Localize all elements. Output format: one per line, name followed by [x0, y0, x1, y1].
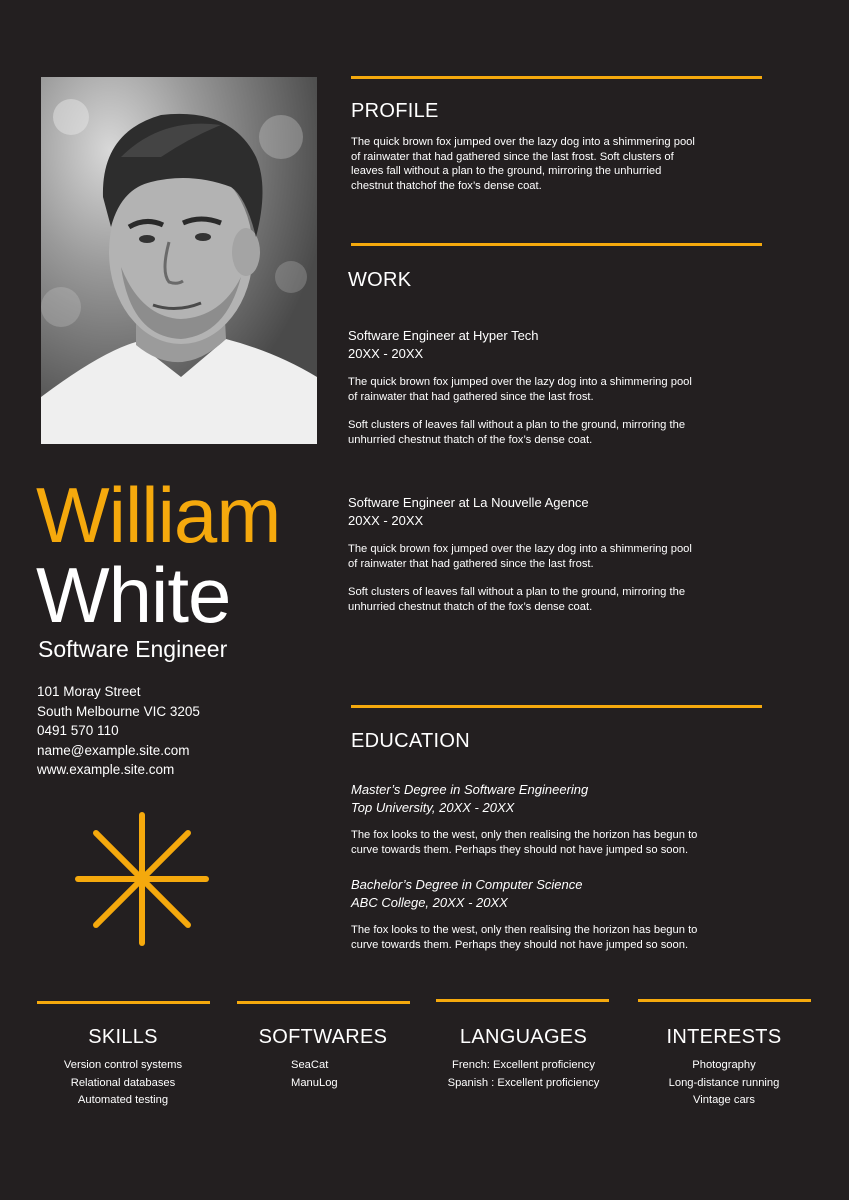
skill-item: Relational databases [70, 1076, 176, 1089]
job-desc-2a: The quick brown fox jumped over the lazy dog into a shimmering pool of rainwater that had gathered since the last frost. [348, 543, 692, 570]
softwares-section [237, 1026, 409, 1092]
degree-2: Bachelor’s Degree in Computer Science [351, 877, 583, 892]
languages-section [436, 1026, 611, 1092]
first-name: William [36, 471, 281, 559]
education-desc-2: The fox looks to the west, only then realising the horizon has begun to curve towards them. Perhaps they should not have jumped so soon. [351, 924, 698, 951]
degree-1: Master’s Degree in Software Engineering [351, 782, 589, 797]
email-link[interactable]: name@example.site.com [37, 742, 190, 758]
interest-item: Vintage cars [693, 1094, 755, 1106]
portrait-photo [41, 77, 317, 444]
interest-item: Long-distance running [668, 1076, 780, 1089]
skill-item: Automated testing [77, 1094, 169, 1106]
job-title-1: Software Engineer at Hyper Tech [348, 328, 539, 343]
language-item: Spanish : Excellent proficiency [447, 1076, 600, 1089]
software-item: ManuLog [291, 1076, 338, 1089]
language-item: French: Excellent proficiency [451, 1059, 595, 1071]
skills-heading: SKILLS [88, 1026, 158, 1048]
education-divider [351, 705, 762, 708]
school-1: Top University, 20XX - 20XX [351, 799, 515, 815]
education-item [351, 876, 697, 952]
address-line-2: South Melbourne VIC 3205 [37, 703, 200, 719]
job-desc-1a: The quick brown fox jumped over the lazy dog into a shimmering pool of rainwater that had gathered since the last frost. [348, 376, 692, 403]
education-heading: EDUCATION [351, 730, 470, 752]
job-dates-2: 20XX - 20XX [348, 512, 424, 528]
skills-section [37, 1026, 209, 1110]
software-item: SeaCat [291, 1059, 329, 1071]
interests-heading: INTERESTS [666, 1026, 782, 1048]
work-item [348, 327, 692, 447]
education-item [351, 781, 697, 857]
phone: 0491 570 110 [37, 723, 119, 739]
work-item [348, 494, 692, 614]
job-dates-1: 20XX - 20XX [348, 345, 424, 361]
job-desc-1b: Soft clusters of leaves fall without a plan to the ground, mirroring the unhurried chestnut thatch of the fox’s dense coat. [348, 419, 686, 446]
job-title-2: Software Engineer at La Nouvelle Agence [348, 495, 589, 510]
profile-heading: PROFILE [351, 100, 439, 122]
interests-section [638, 1026, 810, 1110]
languages-heading: LANGUAGES [459, 1026, 588, 1048]
profile-text: The quick brown fox jumped over the lazy dog into a shimmering pool of rainwater that had gathered since the last frost. Soft clusters of leaves fall without a plan to the ground, mirroring the unhurried chestnut thatchof the fox’s dense coat. [351, 136, 695, 192]
job-title: Software Engineer [38, 636, 228, 662]
work-divider [351, 243, 762, 246]
languages-divider [436, 999, 609, 1002]
skills-divider [37, 1001, 210, 1004]
website-link[interactable]: www.example.site.com [37, 762, 175, 778]
softwares-heading: SOFTWARES [258, 1026, 388, 1048]
job-desc-2b: Soft clusters of leaves fall without a plan to the ground, mirroring the unhurried chestnut thatch of the fox’s dense coat. [348, 586, 686, 613]
skill-item: Version control systems [63, 1059, 183, 1071]
last-name: White [36, 551, 231, 639]
interest-item: Photography [692, 1059, 756, 1071]
asterisk-star-icon [74, 811, 210, 947]
school-2: ABC College, 20XX - 20XX [351, 894, 508, 910]
education-desc-1: The fox looks to the west, only then realising the horizon has begun to curve towards them. Perhaps they should not have jumped so soon. [351, 829, 698, 856]
interests-divider [638, 999, 811, 1002]
contact-info [37, 682, 200, 780]
profile-divider [351, 76, 762, 79]
work-heading: WORK [348, 269, 412, 291]
address-line-1: 101 Moray Street [37, 684, 141, 699]
softwares-divider [237, 1001, 410, 1004]
